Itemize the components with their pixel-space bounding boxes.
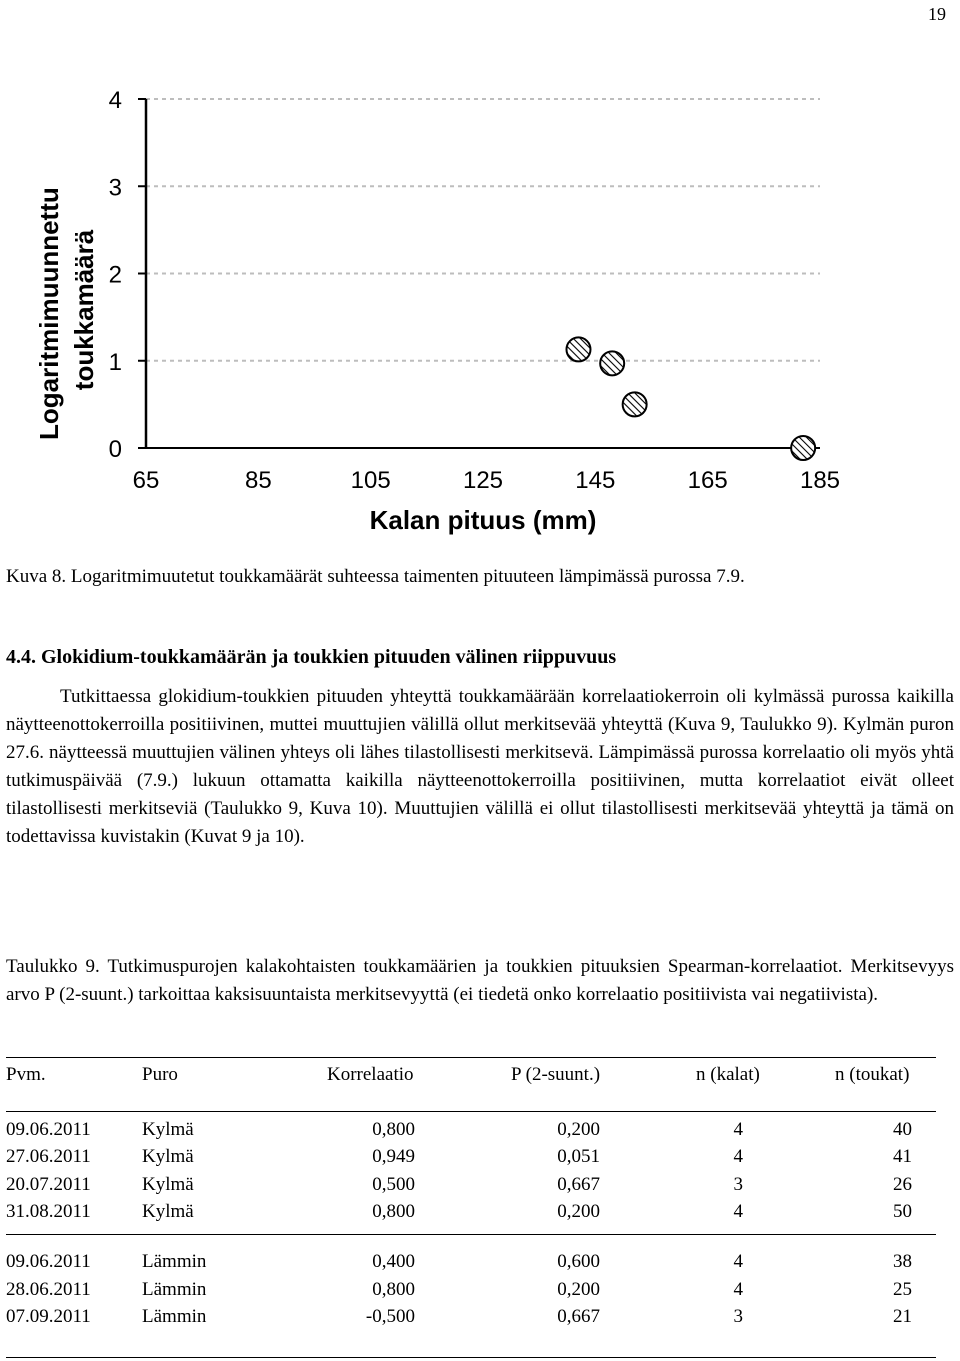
table-cell: Kylmä: [142, 1146, 194, 1168]
table-header-cell: Korrelaatio: [327, 1064, 414, 1085]
table-cell: 0,600: [557, 1251, 600, 1273]
table-cell: Lämmin: [142, 1251, 207, 1273]
x-tick-label: 85: [244, 467, 272, 494]
table-cell: 0,200: [557, 1119, 600, 1140]
y-tick-label: 3: [108, 174, 122, 202]
table-header-cell: n (toukat): [835, 1064, 910, 1085]
table-cell: Lämmin: [142, 1305, 207, 1327]
table-cell: 31.08.2011: [6, 1200, 91, 1222]
body-paragraph: Tutkittaessa glokidium-toukkien pituuden yhteyttä toukkamäärään korrelaatiokerroin oli kylmässä purossa kaikilla näytteenottokerroilla positiivinen, muttei muuttujien välillä ollut merkitsevää yhteyttä (Kuva 9, Taulukko 9). Kylmän puron 27.6. näytteessä muuttujien välinen yhteys oli lähes tilastollisesti merkitsevä. Lämpimässä purossa korrelaatio oli myös yhtä tutkimuspäivää (7.9.) lukuun ottamatta kaikilla näytteenottokerroilla positiivinen, mutta korrelaatiot eivät olleet tilastollisesti merkitseviä (Taulukko 9, Kuva 10). Muuttujien välillä ei ollut tilastollisesti merkitsevää yhteyttä ja tämä on todettavissa kuvistakin (Kuvat 9 ja 10).: [6, 686, 954, 847]
table-header-cell: Puro: [142, 1064, 178, 1085]
table-cell: Kylmä: [142, 1173, 194, 1195]
x-tick-label: 145: [575, 467, 616, 494]
table-cell: 26: [893, 1173, 912, 1195]
x-axis-label: Kalan pituus (mm): [369, 505, 597, 535]
x-tick-label: 165: [687, 467, 728, 494]
table-cell: 0,667: [557, 1305, 600, 1327]
table-cell: 4: [733, 1146, 743, 1168]
table-group-rule: [6, 1234, 936, 1235]
table-cell: 28.06.2011: [6, 1278, 91, 1300]
table-cell: 0,400: [372, 1251, 415, 1273]
table-header-cell: P (2-suunt.): [511, 1064, 601, 1085]
table-cell: Kylmä: [142, 1119, 194, 1140]
table-cell: 0,800: [372, 1119, 415, 1140]
table-cell: 41: [893, 1146, 912, 1168]
table-cell: 3: [733, 1173, 743, 1195]
table-header-rule: [6, 1111, 936, 1112]
table-header-cell: Pvm.: [6, 1064, 46, 1085]
x-tick-label: 65: [132, 467, 160, 494]
table-cell: 50: [893, 1200, 912, 1222]
table-cell: 09.06.2011: [6, 1251, 91, 1273]
data-point: [600, 351, 624, 375]
table-header-cell: n (kalat): [696, 1064, 760, 1085]
gridlines: [146, 99, 820, 361]
table-cell: 0,800: [372, 1200, 415, 1222]
table-cell: 4: [733, 1278, 743, 1300]
table-cell: 0,667: [557, 1173, 600, 1195]
x-tick-label: 105: [350, 467, 391, 494]
section-heading: 4.4. Glokidium-toukkamäärän ja toukkien pituuden välinen riippuvuus: [6, 646, 617, 668]
y-axis-label-line-1: Logaritmimuunnettu: [34, 187, 64, 440]
table-cell: 07.09.2011: [6, 1305, 91, 1327]
table-cell: 0,800: [372, 1278, 415, 1300]
x-tick-label: 185: [799, 467, 841, 494]
y-tick-label: 0: [108, 436, 122, 463]
table-cell: 20.07.2011: [6, 1173, 91, 1195]
table-cell: 38: [893, 1251, 912, 1273]
data-point: [566, 337, 590, 361]
figure-caption: Kuva 8. Logaritmimuutetut toukkamäärät suhteessa taimenten pituuteen lämpimässä purossa 7.9.: [6, 566, 745, 587]
table-cell: 0,200: [557, 1278, 600, 1300]
table-cell: 09.06.2011: [6, 1119, 91, 1140]
table-cell: 0,200: [557, 1200, 600, 1222]
table-bottom-rule: [6, 1357, 936, 1358]
table-cell: 40: [893, 1119, 912, 1140]
table-cell: 0,051: [557, 1146, 600, 1168]
table-cell: 4: [733, 1200, 743, 1222]
y-tick-label: 1: [108, 348, 122, 376]
scatter-chart: [0, 70, 960, 550]
y-tick-label: 2: [108, 261, 122, 289]
axis-ticks: [109, 87, 840, 494]
y-tick-label: 4: [108, 87, 122, 114]
table-cell: 0,949: [372, 1146, 415, 1168]
table-cell: 21: [893, 1305, 912, 1327]
table-cell: Lämmin: [142, 1278, 207, 1300]
table-cell: 25: [893, 1278, 912, 1300]
data-points: [566, 337, 815, 460]
table-caption: Taulukko 9. Tutkimuspurojen kalakohtaisten toukkamäärien ja toukkien pituuksien Spearman-korrelaatiot. Merkitsevyys arvo P (2-suunt.) tarkoittaa kaksisuuntaista merkitsevyyttä (ei tiedetä onko korrelaatio positiivista vai negatiivista).: [6, 956, 954, 1005]
table-cell: Kylmä: [142, 1200, 194, 1222]
table-cell: 3: [733, 1305, 743, 1327]
data-point: [791, 436, 815, 460]
table-cell: 27.06.2011: [6, 1146, 91, 1168]
y-axis-label: [34, 180, 99, 440]
table-cell: 4: [733, 1119, 743, 1140]
table-cell: 4: [733, 1251, 743, 1273]
page-number: 19: [928, 4, 946, 24]
table-cell: 0,500: [372, 1173, 415, 1195]
table-cell: -0,500: [365, 1305, 415, 1327]
table-top-rule: [6, 1057, 936, 1058]
y-axis-label-line-2: toukkamäärä: [69, 229, 99, 391]
data-point: [623, 392, 647, 416]
x-tick-label: 125: [462, 467, 504, 494]
